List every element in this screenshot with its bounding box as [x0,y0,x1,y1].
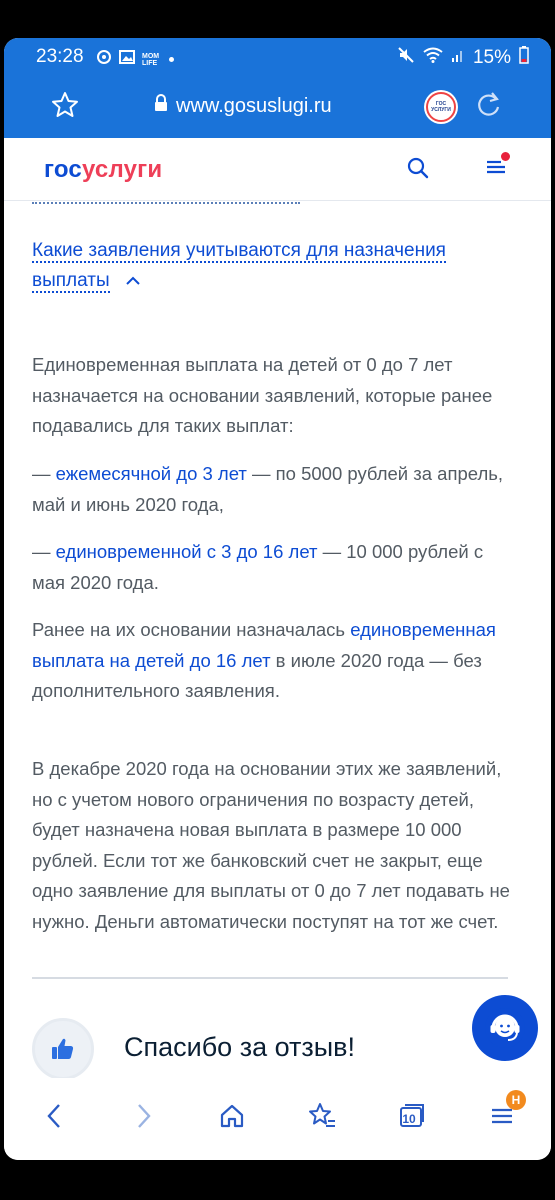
lock-icon [154,94,168,118]
browser-bottom-bar [4,1078,551,1160]
status-time: 23:28 [36,46,84,67]
feedback-block [32,1018,532,1078]
battery-percent: 15% [472,47,511,68]
paragraph-earlier: Ранее на их основании назначалась единовременная выплата на детей до 16 лет в июле 2020 года — без дополнительного заявления. [32,619,496,701]
thumbs-up-icon[interactable] [32,1018,94,1078]
paragraph-december: В декабре 2020 года на основании этих же заявлений, но с учетом нового ограничения по возрасту детей, будет назначена новая выплата в размере 10 000 рублей. Если тот же банковский счет не закрыт, еще одно заявление для выплаты от 0 до 7 лет подавать не нужно. Деньги автоматически поступят на тот же счет. [32,758,510,932]
address-bar[interactable] [4,86,551,130]
paragraph-intro: Единовременная выплата на детей от 0 до 7 лет назначается на основании заявлений, которые ранее подавались для таких выплат: [32,354,493,436]
link-single-payment-3-16[interactable]: единовременной с 3 до 16 лет [55,541,318,562]
forward-icon[interactable] [124,1096,164,1136]
home-icon[interactable] [212,1096,252,1136]
gosuslugi-logo[interactable]: госуслуги [44,156,163,183]
signal-icon [451,47,465,69]
previous-link-underline [32,202,300,204]
battery-icon [519,46,529,70]
notification-dot [501,152,510,161]
sync-icon [96,49,112,70]
divider [32,977,508,979]
tabs-count: 10 [402,1112,416,1126]
feedback-text: Спасибо за отзыв! [124,1032,356,1062]
status-left-icons [96,49,174,70]
phone-screen [4,38,551,1160]
browser-menu-icon[interactable] [482,1093,522,1136]
menu-icon[interactable] [484,154,508,183]
wifi-icon [423,47,443,69]
browser-chrome [4,38,551,138]
paragraph-single: — единовременной с 3 до 16 лет — 10 000 рублей с мая 2020 года. [32,541,484,593]
accordion-toggle[interactable] [32,236,492,296]
chevron-up-icon [125,266,141,296]
url-text: www.gosuslugi.ru [176,94,332,117]
bookmark-star-icon[interactable] [302,1096,342,1136]
link-single-payment-16[interactable]: единовременная выплата на детей до 16 лет [32,619,496,671]
search-icon[interactable] [406,156,430,185]
tabs-icon[interactable] [392,1096,432,1136]
image-icon [119,50,135,69]
status-bar [4,44,551,72]
star-icon[interactable] [50,90,80,125]
dot-icon [169,57,174,62]
mute-icon [397,46,415,70]
site-header [4,138,551,201]
reload-icon[interactable] [474,90,504,125]
support-agent-icon[interactable] [472,995,538,1061]
status-right-icons [397,46,529,70]
link-monthly-payment[interactable]: ежемесячной до 3 лет [55,463,247,484]
paragraph-monthly: — ежемесячной до 3 лет — по 5000 рублей за апрель, май и июнь 2020 года, [32,463,504,515]
mom-life-icon: MOM LIFE [142,52,160,67]
menu-badge: Н [506,1090,526,1110]
url-display[interactable] [154,94,332,118]
page-content [4,200,551,1078]
accordion-title-text: Какие заявления учитываются для назначения выплаты [32,240,446,292]
site-badge[interactable] [424,90,458,124]
back-icon[interactable] [34,1096,74,1136]
gosuslugi-badge-icon: ГОС УСЛУГИ [426,92,456,122]
